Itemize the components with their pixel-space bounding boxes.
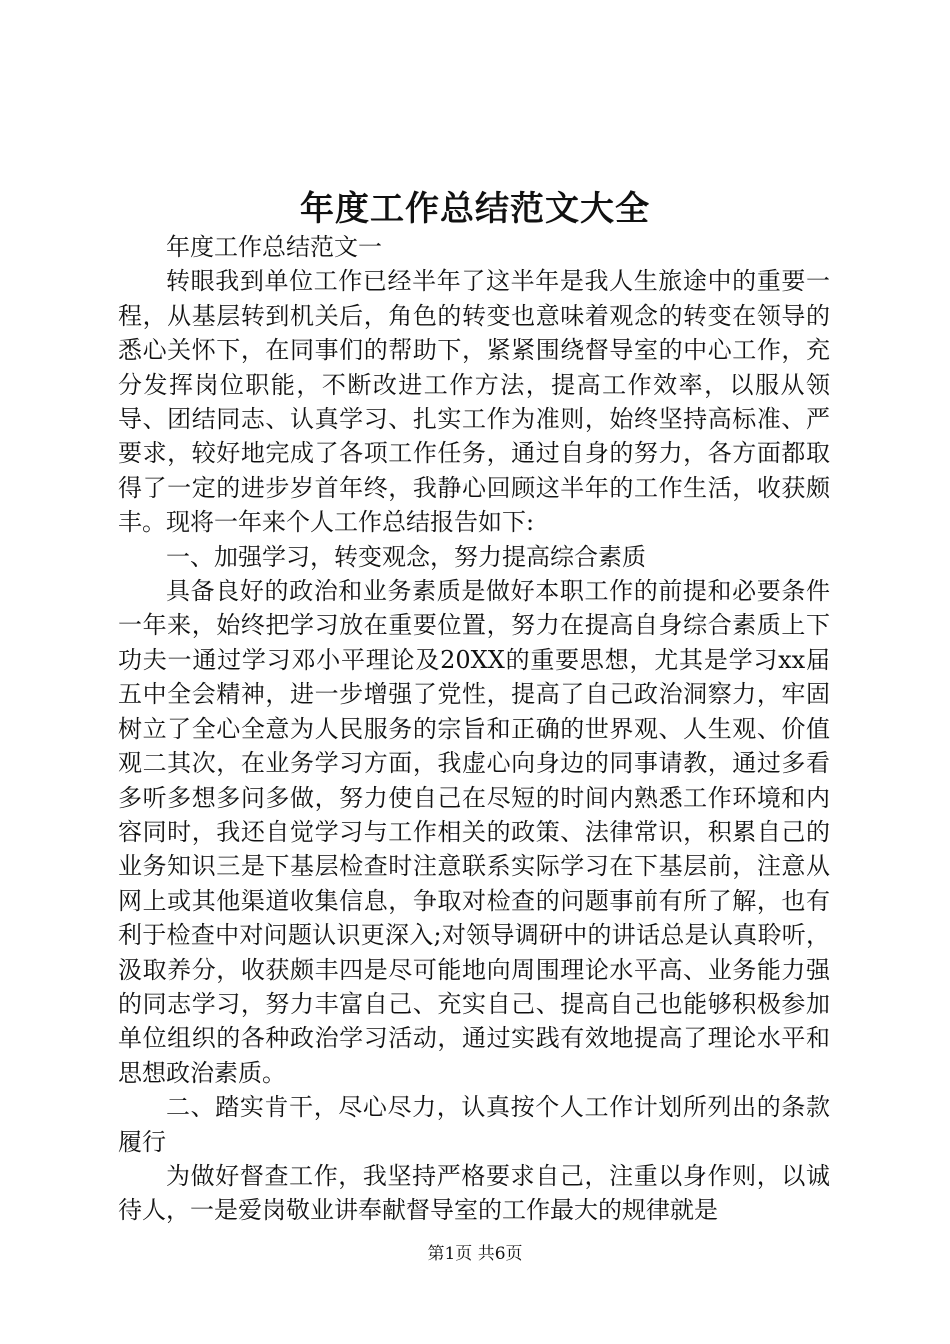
document-title: 年度工作总结范文大全 <box>300 189 650 229</box>
paragraph-section-two-heading: 二、踏实肯干，尽心尽力，认真按个人工作计划所列出的条款履行 <box>118 1093 830 1156</box>
paragraph-section-one-heading: 一、加强学习，转变观念，努力提高综合素质 <box>166 542 646 571</box>
paragraph-section-two-body: 为做好督查工作，我坚持严格要求自己，注重以身作则，以诚待人，一是爱岗敬业讲奉献督导室的工作最大的规律就是 <box>118 1161 830 1225</box>
document-body <box>118 230 830 1228</box>
paragraph-heading-sample-one: 年度工作总结范文一 <box>166 233 382 261</box>
paragraph-section-one-body: 具备良好的政治和业务素质是做好本职工作的前提和必要条件一年来，始终把学习放在重要位置，努力在提高自身综合素质上下功夫一通过学习邓小平理论及20XX的重要思想，尤其是学习xx届五中全会精神，进一步增强了党性，提高了自己政治洞察力，牢固树立了全心全意为人民服务的宗旨和正确的世界观、人生观、价值观二其次，在业务学习方面，我虚心向身边的同事请教，通过多看多听多想多问多做，努力使自己在尽短的时间内熟悉工作环境和内容同时，我还自觉学习与工作相关的政策、法律常识，积累自己的业务知识三是下基层检查时注意联系实际学习在下基层前，注意从网上或其他渠道收集信息，争取对检查的问题事前有所了解，也有利于检查中对问题认识更深入;对领导调研中的讲话总是认真聆听，汲取养分，收获颇丰四是尽可能地向周围理论水平高、业务能力强的同志学习，努力丰富自己、充实自己、提高自己也能够积极参加单位组织的各种政治学习活动，通过实践有效地提高了理论水平和思想政治素质。 <box>118 577 830 1087</box>
page-footer: 第1页 共6页 <box>427 1244 523 1264</box>
paragraph-intro: 转眼我到单位工作已经半年了这半年是我人生旅途中的重要一程，从基层转到机关后，角色的转变也意味着观念的转变在领导的悉心关怀下，在同事们的帮助下，紧紧围绕督导室的中心工作，充分发挥岗位职能，不断改进工作方法，提高工作效率，以服从领导、团结同志、认真学习、扎实工作为准则，始终坚持高标准、严要求，较好地完成了各项工作任务，通过自身的努力，各方面都取得了一定的进步岁首年终，我静心回顾这半年的工作生活，收获颇丰。现将一年来个人工作总结报告如下: <box>118 267 830 537</box>
